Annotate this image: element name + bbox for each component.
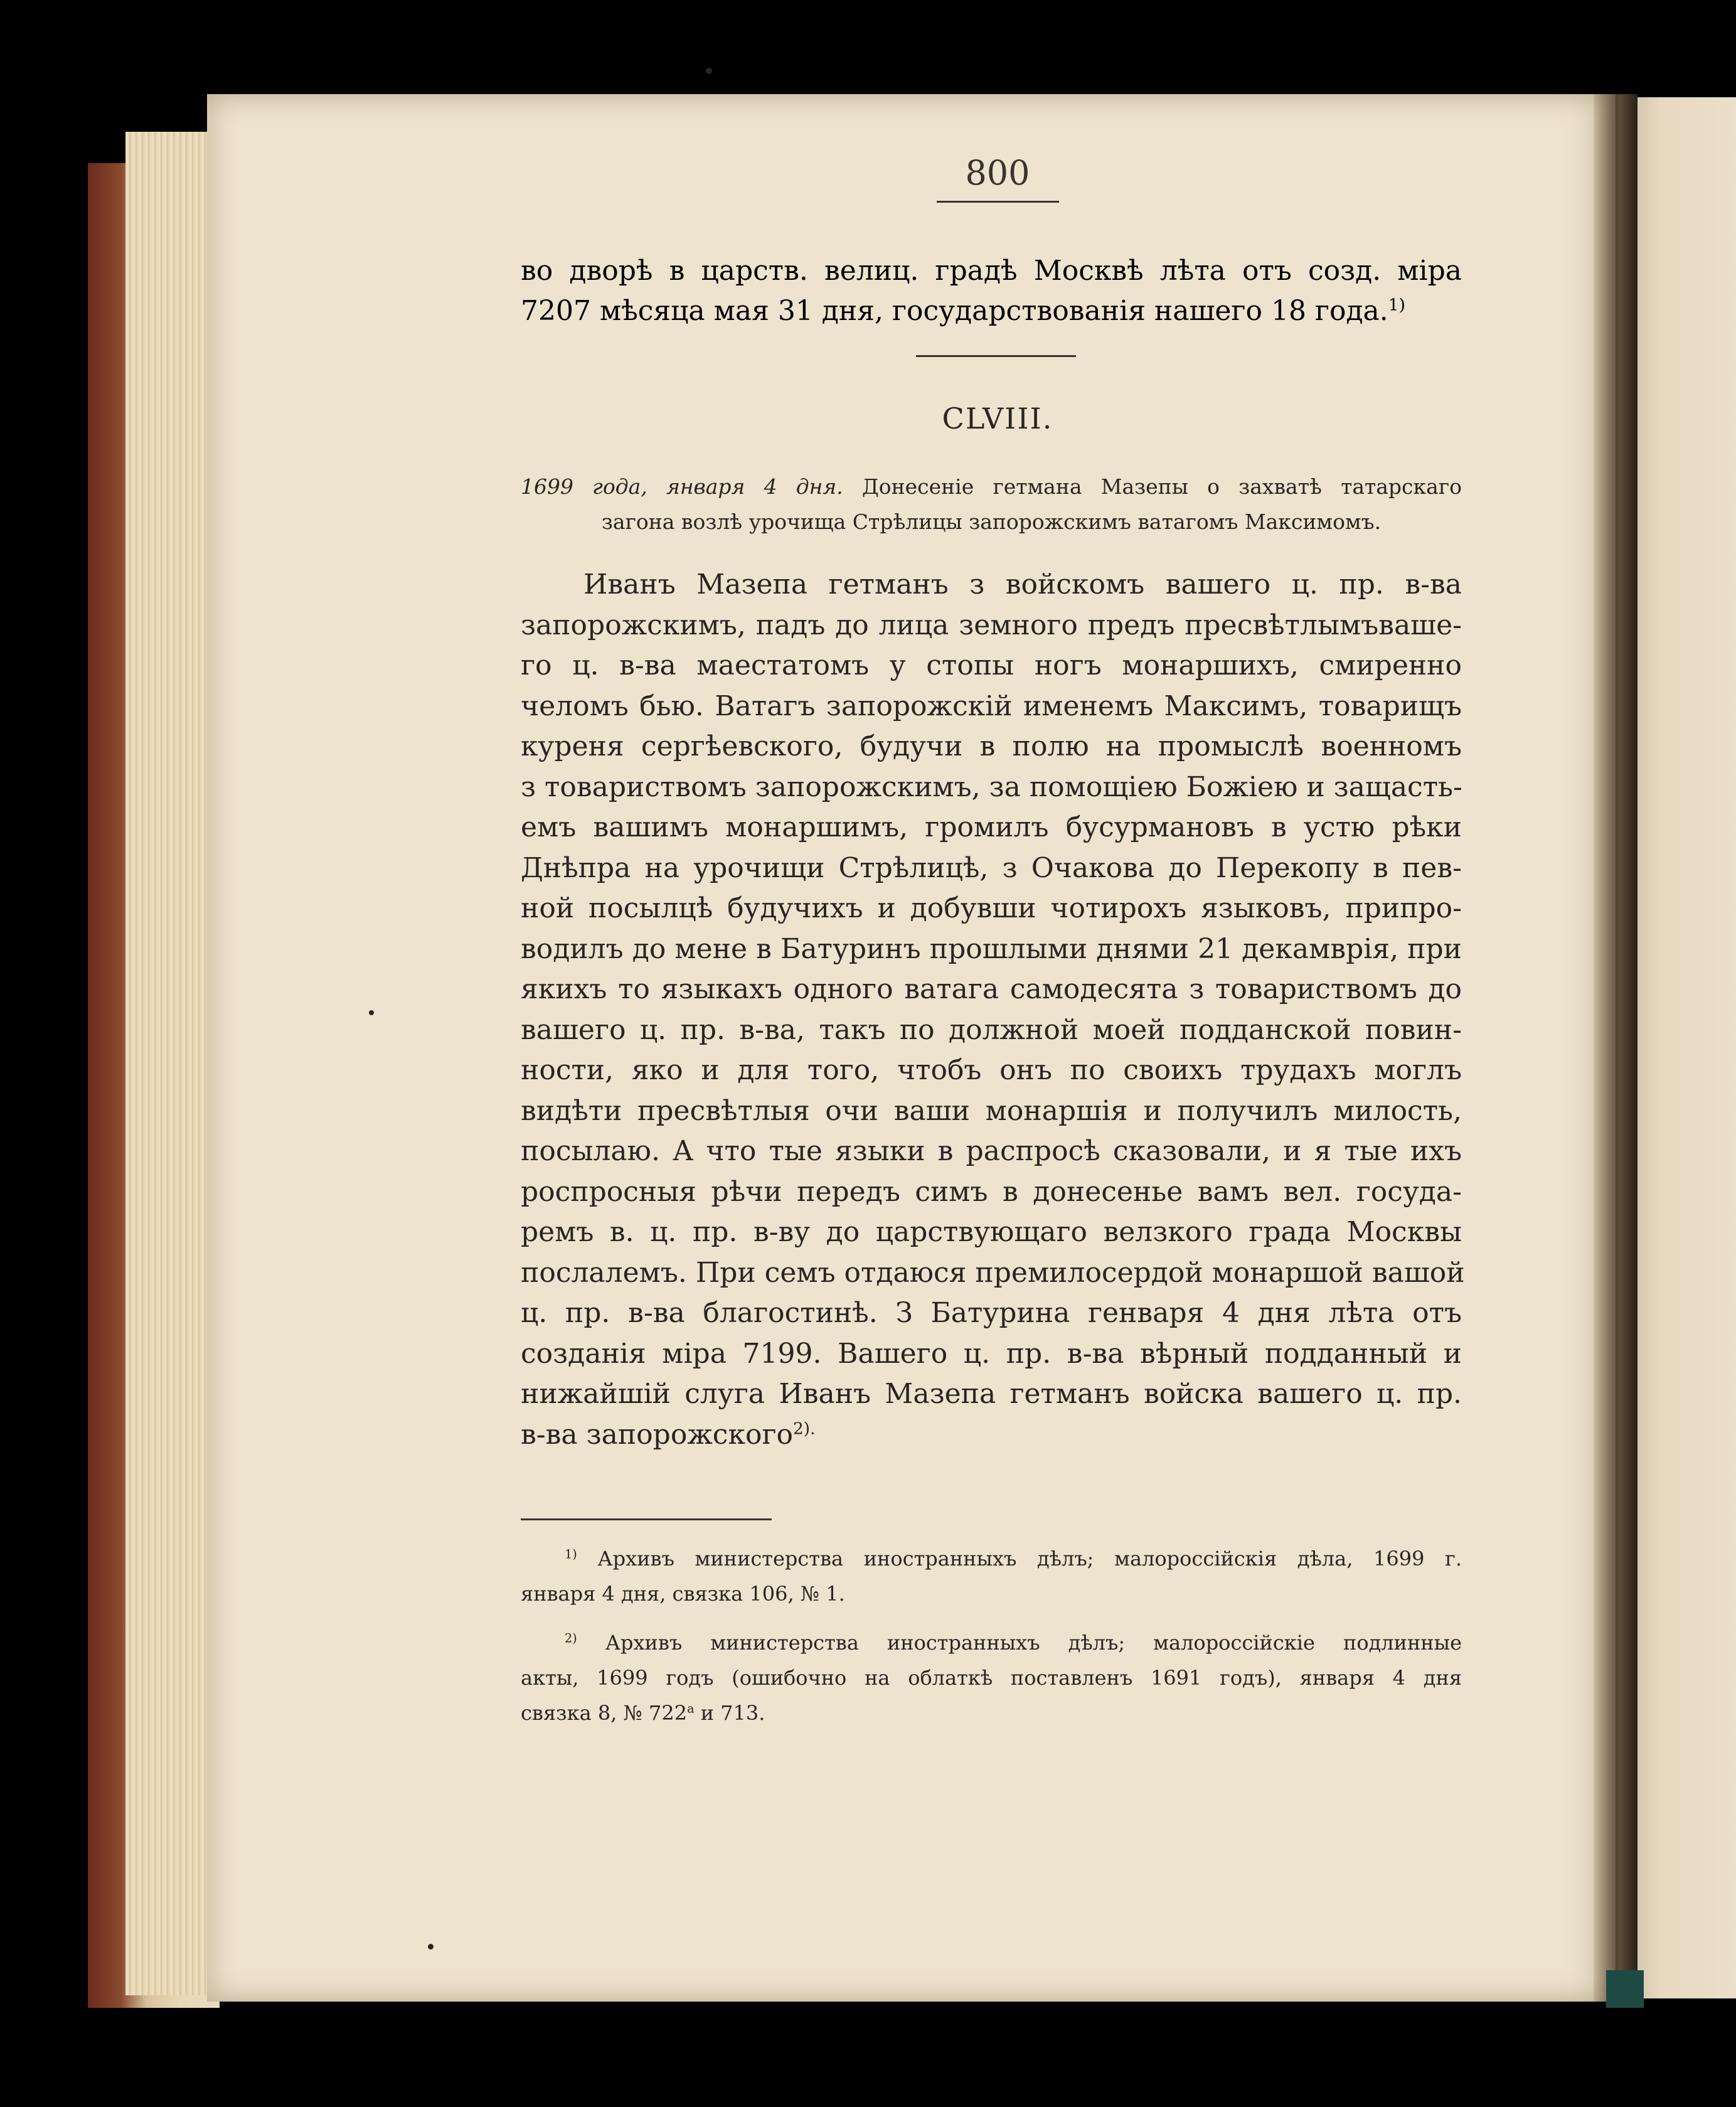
body-line: го ц. в-ва маестатомъ у стопы ногъ монаршихъ, смиренно: [521, 649, 1462, 681]
section-summary: [521, 469, 1462, 540]
body-line: з товариствомъ запорожскимъ, за помощіею Божіею и защасть-: [521, 771, 1462, 803]
page-gutter: [1594, 94, 1637, 2002]
body-line: Днѣпра на урочищи Стрѣлицѣ, з Очакова до Перекопу в пев-: [521, 851, 1462, 884]
page-number: 800: [965, 153, 1030, 193]
summary-line-2: загона возлѣ урочища Стрѣлицы запорожскимъ ватагомъ Максимомъ.: [601, 509, 1382, 534]
footnote-1-line-2: января 4 дня, связка 106, № 1.: [521, 1582, 845, 1606]
body-line: нижайшій слуга Иванъ Мазепа гетманъ войска вашего ц. пр.: [521, 1378, 1462, 1410]
body-line: запорожскимъ, падъ до лица земного предъ пресвѣтлымъваше-: [521, 609, 1462, 641]
footnote-2-text-4: и 713.: [694, 1701, 765, 1725]
footnote-2-text-3: связка 8, № 722: [521, 1701, 688, 1725]
facing-page-edge: [1628, 97, 1736, 1998]
footnote-1-line-1: [521, 1541, 1462, 1576]
footnote-rule: [521, 1518, 772, 1520]
continuation-text: 7207 мѣсяца мая 31 дня, государствованія нашего 18 года.: [521, 295, 1388, 327]
ink-speck: [369, 1010, 374, 1015]
continuation-line-2: [521, 291, 1462, 331]
body-line: якихъ то языкахъ одного ватага самодесята з товариствомъ до: [521, 973, 1462, 1005]
body-line: ности, яко и для того, чтобъ онъ по своихъ трудахъ моглъ: [521, 1054, 1462, 1086]
footnote-ref-1: 1): [1388, 295, 1405, 315]
footnote-1-text-1: Архивъ министерства иностранныхъ дѣлъ; малороссійскія дѣла, 1699 г.: [597, 1547, 1462, 1571]
body-line: послалемъ. При семъ отдаюся премилосердой монаршой вашой: [521, 1256, 1465, 1289]
body-line: емъ вашимъ монаршимъ, громилъ бусурмановъ в устю рѣки: [521, 811, 1462, 843]
body-line: видѣти пресвѣтлыя очи ваши монаршія и получилъ милость,: [521, 1094, 1462, 1127]
footnotes: [521, 1541, 1462, 1731]
letter-body: [521, 565, 1465, 1455]
summary-line-1: [521, 469, 1462, 504]
body-line: ц. пр. в-ва благостинѣ. З Батурина генваря 4 дня лѣта отъ: [521, 1297, 1462, 1329]
body-line: ремъ в. ц. пр. в-ву до царствующаго велзкого града Москвы: [521, 1216, 1462, 1248]
section-separator: [916, 355, 1076, 357]
page-number-rule: [937, 201, 1059, 203]
body-line: вашего ц. пр. в-ва, такъ по должной моей подданской повин-: [521, 1013, 1462, 1046]
footnote-1-mark: 1): [565, 1547, 577, 1562]
summary-text-1: Донесеніе гетмана Мазепы о захватѣ татарскаго: [861, 474, 1462, 499]
body-line-last: [521, 1415, 1462, 1456]
body-line: челомъ бью. Ватагъ запорожскій именемъ Максимъ, товарищъ: [521, 690, 1462, 722]
body-line: ной посылцѣ будучихъ и добувши чотирохъ языковъ, припро-: [521, 892, 1462, 924]
summary-date: 1699 года, января 4 дня.: [521, 474, 843, 499]
body-line: созданія міра 7199. Вашего ц. пр. в-ва вѣрный подданный и: [521, 1337, 1462, 1370]
body-line-text: в-ва запорожского: [521, 1418, 793, 1451]
footnote-2-line-2: акты, 1699 годъ (ошибочно на облаткѣ поставленъ 1691 годъ), января 4 дня: [521, 1666, 1462, 1690]
footnote-2-superscript: а: [687, 1701, 695, 1716]
body-line: посылаю. А что тые языки в распросѣ сказовали, и я тые ихъ: [521, 1135, 1462, 1167]
footnote-2-line-1: [521, 1625, 1462, 1660]
footnote-2-text-1: Архивъ министерства иностранныхъ дѣлъ; малороссійскіе подлинные: [605, 1631, 1462, 1655]
footnote-ref-2: 2).: [792, 1418, 816, 1438]
body-line: Иванъ Мазепа гетманъ з войскомъ вашего ц. пр. в-ва: [583, 568, 1462, 600]
binding-corner: [1606, 1970, 1644, 2008]
ink-speck: [706, 68, 712, 74]
footnote-2-mark: 2): [565, 1631, 577, 1646]
body-line: водилъ до мене в Батуринъ прошлыми днями 21 декамврія, при: [521, 932, 1462, 965]
footnote-2-line-3: [521, 1695, 1462, 1731]
ink-speck: [428, 1944, 434, 1950]
body-line: роспросныя рѣчи передъ симъ в донесенье вамъ вел. госуда-: [521, 1175, 1462, 1208]
continuation-line-1: во дворѣ в царств. велиц. градѣ Москвѣ лѣта отъ созд. міра: [521, 255, 1462, 287]
section-number: CLVIII.: [942, 402, 1053, 435]
body-line: куреня сергѣевского, будучи в полю на промыслѣ военномъ: [521, 730, 1462, 762]
